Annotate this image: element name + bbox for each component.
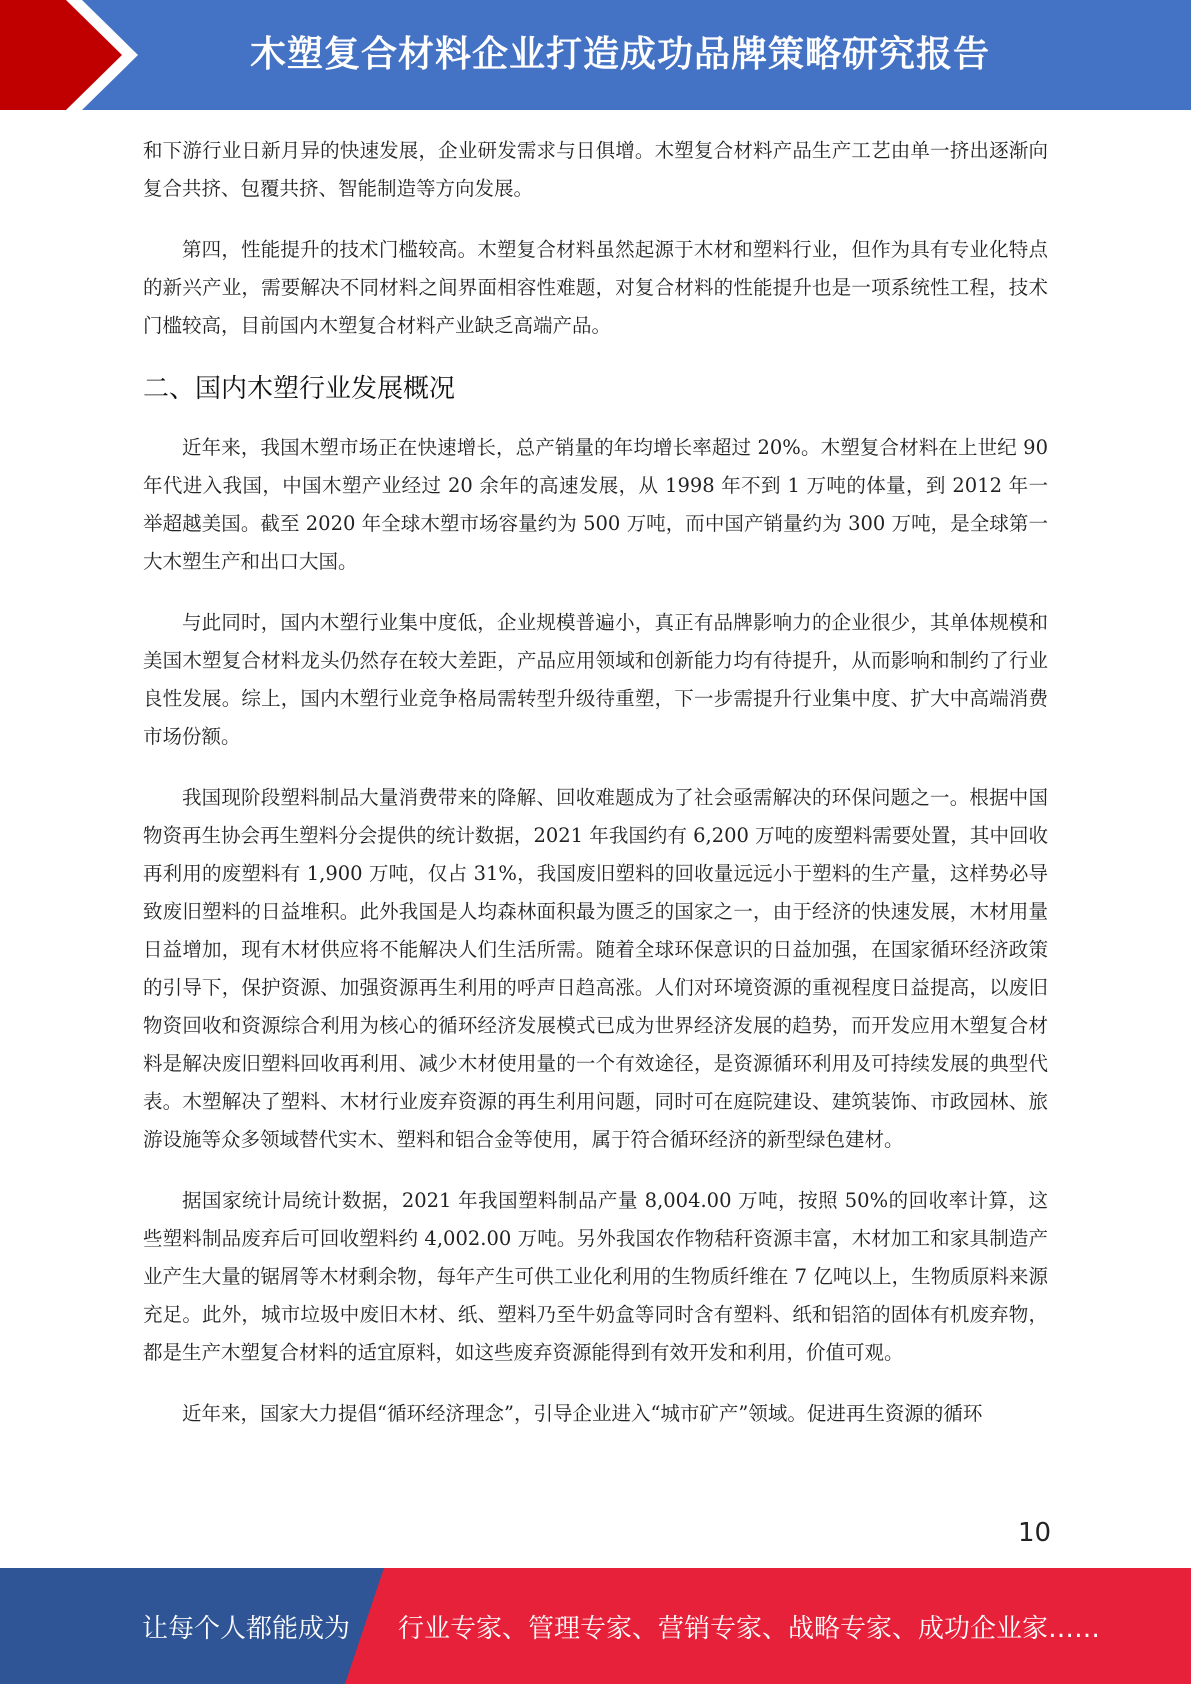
- page-number: 10: [1018, 1518, 1052, 1548]
- paragraph: 近年来，我国木塑市场正在快速增长，总产销量的年均增长率超过 20%。木塑复合材料在上世纪 90 年代进入我国，中国木塑产业经过 20 余年的高速发展，从 1998 年不到 1 万吨的体量，到 2012 年一举超越美国。截至 2020 年全球木塑市场容量约为 500 万吨，而中国产销量约为 300 万吨，是全球第一大木塑生产和出口大国。: [143, 436, 1048, 573]
- paragraph: 我国现阶段塑料制品大量消费带来的降解、回收难题成为了社会亟需解决的环保问题之一。根据中国物资再生协会再生塑料分会提供的统计数据，2021 年我国约有 6,200 万吨的废塑料需要处置，其中回收再利用的废塑料有 1,900 万吨，仅占 31%，我国废旧塑料的回收量远远小于塑料的生产量，这样势必导致废旧塑料的日益堆积。此外我国是人均森林面积最为匮乏的国家之一，由于经济的快速发展，木材用量日益增加，现有木材供应将不能解决人们生活所需。随着全球环保意识的日益加强，在国家循环经济政策的引导下，保护资源、加强资源再生利用的呼声日趋高涨。人们对环境资源的重视程度日益提高，以废旧物资回收和资源综合利用为核心的循环经济发展模式已成为世界经济发展的趋势，而开发应用木塑复合材料是解决废旧塑料回收再利用、减少木材使用量的一个有效途径，是资源循环利用及可持续发展的典型代表。木塑解决了塑料、木材行业废弃资源的再生利用问题，同时可在庭院建设、建筑装饰、市政园林、旅游设施等众多领域替代实木、塑料和铝合金等使用，属于符合循环经济的新型绿色建材。: [143, 786, 1048, 1151]
- paragraph: 与此同时，国内木塑行业集中度低，企业规模普遍小，真正有品牌影响力的企业很少，其单体规模和美国木塑复合材料龙头仍然存在较大差距，产品应用领域和创新能力均有待提升，从而影响和制约了行业良性发展。综上，国内木塑行业竞争格局需转型升级待重塑，下一步需提升行业集中度、扩大中高端消费市场份额。: [143, 611, 1048, 748]
- paragraph: 据国家统计局统计数据，2021 年我国塑料制品产量 8,004.00 万吨，按照 50%的回收率计算，这些塑料制品废弃后可回收塑料约 4,002.00 万吨。另外我国农作物秸秆资源丰富，木材加工和家具制造产业产生大量的锯屑等木材剩余物，每年产生可供工业化利用的生物质纤维在 7 亿吨以上，生物质原料来源充足。此外，城市垃圾中废旧木材、纸、塑料乃至牛奶盒等同时含有塑料、纸和铝箔的固体有机废弃物，都是生产木塑复合材料的适宜原料，如这些废弃资源能得到有效开发和利用，价值可观。: [143, 1189, 1048, 1364]
- paragraph: 和下游行业日新月异的快速发展，企业研发需求与日俱增。木塑复合材料产品生产工艺由单一挤出逐渐向复合共挤、包覆共挤、智能制造等方向发展。: [143, 139, 1048, 200]
- section-heading: 二、国内木塑行业发展概况: [143, 374, 456, 404]
- paragraph: 近年来，国家大力提倡“循环经济理念”，引导企业进入“城市矿产”领域。促进再生资源的循环: [182, 1402, 983, 1425]
- header-arrow-icon: [0, 0, 160, 110]
- page-header: [0, 0, 1191, 110]
- footer-slogan-right: 行业专家、管理专家、营销专家、战略专家、成功企业家……: [398, 1614, 1101, 1644]
- page-footer: [0, 1568, 1191, 1684]
- document-body: [143, 132, 1048, 1456]
- paragraph: 第四，性能提升的技术门槛较高。木塑复合材料虽然起源于木材和塑料行业，但作为具有专业化特点的新兴产业，需要解决不同材料之间界面相容性难题，对复合材料的性能提升也是一项系统性工程，技术门槛较高，目前国内木塑复合材料产业缺乏高端产品。: [143, 238, 1048, 337]
- footer-slogan-left: 让每个人都能成为: [142, 1614, 351, 1644]
- report-title: 木塑复合材料企业打造成功品牌策略研究报告: [250, 34, 991, 75]
